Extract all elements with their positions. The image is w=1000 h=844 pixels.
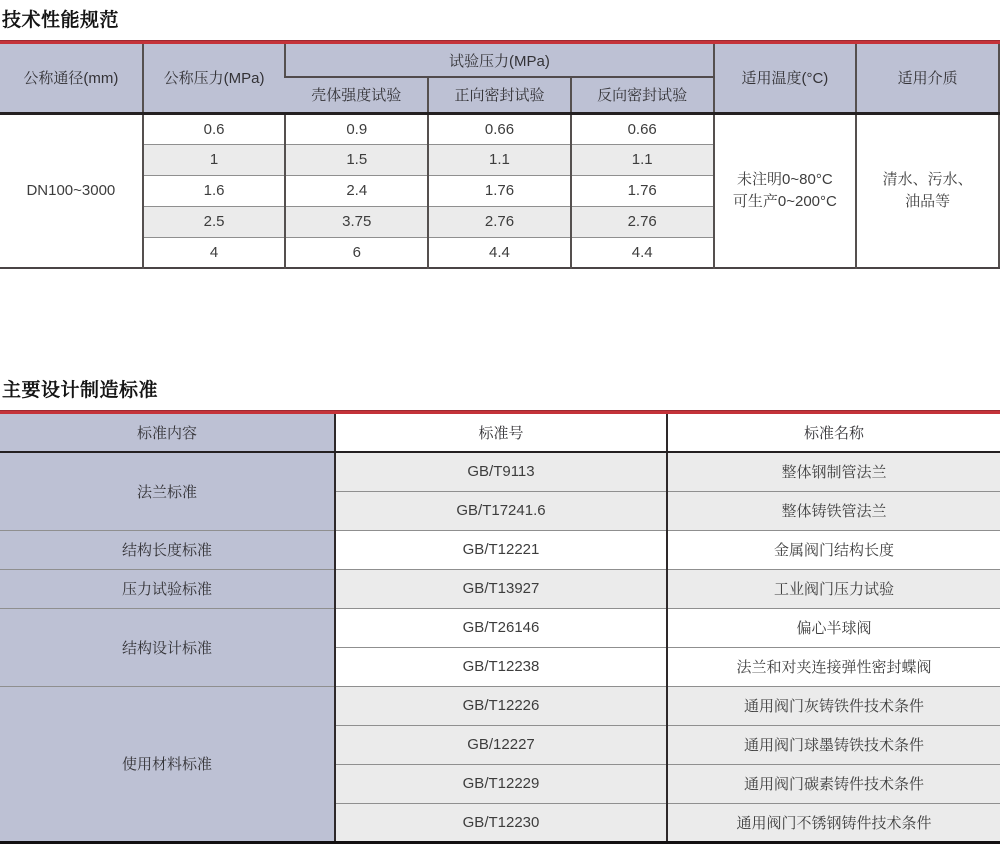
cell-pn: 2.5 bbox=[143, 206, 286, 237]
medium-line-1: 清水、污水、 bbox=[882, 170, 973, 188]
col-header-shell-strength-test: 壳体强度试验 bbox=[285, 77, 428, 113]
temperature-line-2: 可生产0~200°C bbox=[732, 192, 837, 210]
cell-category-pressure-test: 压力试验标准 bbox=[0, 569, 335, 608]
cell-standard-code: GB/12227 bbox=[335, 725, 667, 764]
cell-reverse-test: 1.76 bbox=[571, 175, 714, 206]
specs-header-row-1 bbox=[0, 44, 999, 77]
cell-category-materials: 使用材料标准 bbox=[0, 686, 335, 842]
cell-applicable-temperature bbox=[714, 113, 857, 268]
cell-standard-code: GB/T12238 bbox=[335, 647, 667, 686]
cell-standard-name: 通用阀门碳素铸件技术条件 bbox=[667, 764, 1000, 803]
cell-standard-code: GB/T13927 bbox=[335, 569, 667, 608]
standards-table bbox=[0, 414, 1000, 844]
cell-standard-code: GB/T9113 bbox=[335, 452, 667, 491]
cell-shell-test: 1.5 bbox=[285, 144, 428, 175]
col-header-nominal-diameter: 公称通径(mm) bbox=[0, 44, 143, 113]
technical-specs-table bbox=[0, 44, 1000, 269]
cell-forward-test: 4.4 bbox=[428, 237, 571, 268]
cell-forward-test: 1.76 bbox=[428, 175, 571, 206]
cell-shell-test: 2.4 bbox=[285, 175, 428, 206]
cell-pn: 4 bbox=[143, 237, 286, 268]
cell-standard-name: 工业阀门压力试验 bbox=[667, 569, 1000, 608]
cell-standard-code: GB/T12229 bbox=[335, 764, 667, 803]
col-header-test-pressure-group: 试验压力(MPa) bbox=[285, 44, 713, 77]
standards-row bbox=[0, 530, 1000, 569]
cell-reverse-test: 2.76 bbox=[571, 206, 714, 237]
section-title-technical-specs: 技术性能规范 bbox=[2, 10, 120, 31]
cell-category-structure-design: 结构设计标准 bbox=[0, 608, 335, 686]
cell-shell-test: 0.9 bbox=[285, 113, 428, 144]
col-header-applicable-temperature: 适用温度(°C) bbox=[714, 44, 857, 113]
cell-shell-test: 6 bbox=[285, 237, 428, 268]
col-header-forward-seal-test: 正向密封试验 bbox=[428, 77, 571, 113]
cell-reverse-test: 1.1 bbox=[571, 144, 714, 175]
cell-standard-name: 金属阀门结构长度 bbox=[667, 530, 1000, 569]
specs-row bbox=[0, 113, 999, 144]
cell-shell-test: 3.75 bbox=[285, 206, 428, 237]
cell-standard-name: 法兰和对夹连接弹性密封蝶阀 bbox=[667, 647, 1000, 686]
col-header-standard-content: 标准内容 bbox=[0, 414, 335, 452]
col-header-standard-name: 标准名称 bbox=[667, 414, 1000, 452]
cell-standard-name: 通用阀门灰铸铁件技术条件 bbox=[667, 686, 1000, 725]
cell-reverse-test: 0.66 bbox=[571, 113, 714, 144]
col-header-nominal-pressure: 公称压力(MPa) bbox=[143, 44, 286, 113]
standards-row bbox=[0, 452, 1000, 491]
cell-standard-name: 通用阀门不锈钢铸件技术条件 bbox=[667, 803, 1000, 842]
cell-applicable-medium bbox=[856, 113, 999, 268]
cell-dn-range: DN100~3000 bbox=[0, 113, 143, 268]
temperature-line-1: 未注明0~80°C bbox=[737, 170, 833, 188]
cell-pn: 1 bbox=[143, 144, 286, 175]
cell-pn: 1.6 bbox=[143, 175, 286, 206]
cell-standard-code: GB/T17241.6 bbox=[335, 491, 667, 530]
standards-header-row bbox=[0, 414, 1000, 452]
cell-standard-name: 整体铸铁管法兰 bbox=[667, 491, 1000, 530]
cell-standard-name: 整体钢制管法兰 bbox=[667, 452, 1000, 491]
cell-standard-name: 通用阀门球墨铸铁技术条件 bbox=[667, 725, 1000, 764]
cell-pn: 0.6 bbox=[143, 113, 286, 144]
cell-standard-code: GB/T12230 bbox=[335, 803, 667, 842]
cell-category-flange: 法兰标准 bbox=[0, 452, 335, 530]
standards-row bbox=[0, 569, 1000, 608]
cell-reverse-test: 4.4 bbox=[571, 237, 714, 268]
cell-forward-test: 0.66 bbox=[428, 113, 571, 144]
cell-category-structure-length: 结构长度标准 bbox=[0, 530, 335, 569]
cell-standard-code: GB/T12221 bbox=[335, 530, 667, 569]
cell-standard-code: GB/T26146 bbox=[335, 608, 667, 647]
cell-forward-test: 2.76 bbox=[428, 206, 571, 237]
standards-row bbox=[0, 686, 1000, 725]
col-header-standard-code: 标准号 bbox=[335, 414, 667, 452]
section-title-standards: 主要设计制造标准 bbox=[2, 380, 159, 401]
medium-line-2: 油品等 bbox=[905, 192, 951, 210]
cell-standard-code: GB/T12226 bbox=[335, 686, 667, 725]
cell-standard-name: 偏心半球阀 bbox=[667, 608, 1000, 647]
col-header-applicable-medium: 适用介质 bbox=[856, 44, 999, 113]
standards-row bbox=[0, 608, 1000, 647]
col-header-reverse-seal-test: 反向密封试验 bbox=[571, 77, 714, 113]
cell-forward-test: 1.1 bbox=[428, 144, 571, 175]
